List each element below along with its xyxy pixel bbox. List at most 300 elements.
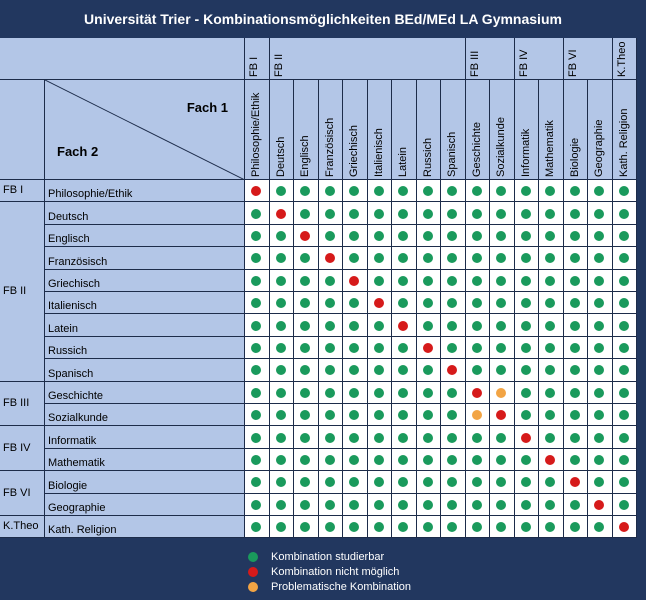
matrix-cell	[539, 382, 564, 404]
matrix-cell	[343, 202, 368, 224]
row-header	[45, 292, 245, 314]
matrix-cell	[613, 382, 638, 404]
combination-dot	[472, 388, 482, 398]
matrix-cell	[319, 292, 344, 314]
matrix-cell	[466, 180, 491, 202]
matrix-cell	[515, 180, 540, 202]
combination-dot	[300, 433, 310, 443]
combination-dot	[300, 321, 310, 331]
matrix-cell	[270, 292, 295, 314]
matrix-cell	[564, 314, 589, 336]
combination-dot	[251, 388, 261, 398]
column-header	[270, 80, 295, 180]
combination-dot	[472, 231, 482, 241]
matrix-cell	[245, 516, 270, 538]
combination-dot	[374, 321, 384, 331]
matrix-cell	[417, 337, 442, 359]
combination-dot	[521, 186, 531, 196]
matrix-cell	[319, 494, 344, 516]
combination-dot	[447, 365, 457, 375]
matrix-cell	[392, 180, 417, 202]
matrix-cell	[441, 359, 466, 381]
matrix-cell	[245, 382, 270, 404]
combination-dot	[325, 343, 335, 353]
matrix-cell	[441, 292, 466, 314]
matrix-cell	[270, 314, 295, 336]
combination-dot	[349, 321, 359, 331]
combination-dot	[521, 500, 531, 510]
combination-dot	[276, 500, 286, 510]
row-label: Kath. Religion	[48, 524, 117, 537]
combination-dot	[300, 365, 310, 375]
matrix-cell	[441, 426, 466, 448]
matrix-cell	[319, 247, 344, 269]
combination-dot	[276, 343, 286, 353]
combination-dot	[570, 455, 580, 465]
combination-dot	[496, 321, 506, 331]
matrix-cell	[564, 247, 589, 269]
column-header	[368, 80, 393, 180]
combination-dot	[398, 298, 408, 308]
combination-dot	[349, 455, 359, 465]
combination-dot	[349, 433, 359, 443]
row-group-header	[0, 180, 45, 202]
matrix-cell	[588, 270, 613, 292]
column-header	[466, 80, 491, 180]
combination-dot	[447, 477, 457, 487]
row-label: Sozialkunde	[48, 412, 108, 425]
matrix-cell	[588, 494, 613, 516]
matrix-cell	[294, 247, 319, 269]
legend-label: Kombination studierbar	[271, 551, 385, 563]
combination-dot	[325, 321, 335, 331]
matrix-cell	[564, 202, 589, 224]
combination-dot	[521, 410, 531, 420]
page-title: Universität Trier - Kombinationsmöglichkeiten BEd/MEd LA Gymnasium	[84, 11, 562, 27]
combination-dot	[423, 209, 433, 219]
matrix-cell	[613, 270, 638, 292]
combination-dot	[251, 522, 261, 532]
matrix-cell	[343, 247, 368, 269]
matrix-cell	[294, 404, 319, 426]
matrix-cell	[588, 337, 613, 359]
combination-dot	[545, 388, 555, 398]
matrix-cell	[441, 449, 466, 471]
matrix-cell	[417, 270, 442, 292]
combination-dot	[398, 186, 408, 196]
matrix-cell	[392, 270, 417, 292]
combination-dot	[521, 298, 531, 308]
combination-dot	[423, 343, 433, 353]
combination-dot	[496, 455, 506, 465]
matrix-cell	[490, 516, 515, 538]
matrix-cell	[319, 337, 344, 359]
matrix-cell	[539, 247, 564, 269]
row-label: Biologie	[48, 479, 88, 492]
combination-dot	[398, 388, 408, 398]
matrix-cell	[490, 247, 515, 269]
combination-dot	[300, 477, 310, 487]
combination-dot	[300, 231, 310, 241]
matrix-cell	[515, 225, 540, 247]
matrix-cell	[319, 426, 344, 448]
matrix-cell	[613, 471, 638, 493]
combination-dot	[472, 298, 482, 308]
column-label: Deutsch	[274, 136, 287, 177]
combination-dot	[349, 410, 359, 420]
combination-dot	[398, 500, 408, 510]
matrix-cell	[564, 404, 589, 426]
matrix-cell	[515, 270, 540, 292]
matrix-cell	[564, 359, 589, 381]
combination-dot	[472, 410, 482, 420]
matrix-cell	[245, 202, 270, 224]
combination-dot	[251, 231, 261, 241]
row-header	[45, 314, 245, 336]
combination-dot	[472, 186, 482, 196]
combination-dot	[374, 522, 384, 532]
matrix-cell	[490, 449, 515, 471]
combination-dot	[423, 410, 433, 420]
combination-dot	[496, 500, 506, 510]
row-label: Italienisch	[48, 300, 97, 313]
combination-dot	[521, 253, 531, 263]
matrix-cell	[417, 292, 442, 314]
matrix-cell	[613, 449, 638, 471]
matrix-cell	[564, 426, 589, 448]
matrix-cell	[392, 202, 417, 224]
combination-dot	[594, 253, 604, 263]
combination-dot	[472, 209, 482, 219]
matrix-cell	[368, 225, 393, 247]
combination-dot	[423, 276, 433, 286]
matrix-cell	[319, 449, 344, 471]
matrix-cell	[294, 516, 319, 538]
matrix-cell	[417, 471, 442, 493]
matrix-cell	[539, 404, 564, 426]
matrix-cell	[441, 202, 466, 224]
combination-dot	[374, 276, 384, 286]
fb-group-label: FB VI	[566, 49, 579, 77]
combination-dot	[374, 186, 384, 196]
column-label: Mathematik	[544, 120, 557, 177]
column-label: Englisch	[299, 135, 312, 177]
matrix-cell	[417, 202, 442, 224]
combination-dot	[374, 455, 384, 465]
matrix-cell	[490, 359, 515, 381]
combination-dot	[325, 477, 335, 487]
combination-dot	[619, 343, 629, 353]
matrix-cell	[466, 314, 491, 336]
matrix-cell	[245, 471, 270, 493]
combination-dot	[325, 186, 335, 196]
combination-dot	[300, 388, 310, 398]
combination-dot	[545, 365, 555, 375]
matrix-cell	[588, 292, 613, 314]
combination-dot	[619, 500, 629, 510]
matrix-cell	[294, 314, 319, 336]
combination-dot	[619, 209, 629, 219]
combination-dot	[374, 477, 384, 487]
matrix-cell	[245, 337, 270, 359]
combination-dot	[472, 343, 482, 353]
combination-dot	[545, 410, 555, 420]
fb-group-label: FB IV	[517, 49, 530, 77]
combination-dot	[496, 433, 506, 443]
matrix-cell	[417, 247, 442, 269]
combination-dot	[276, 253, 286, 263]
fb-group-label: FB I	[248, 56, 260, 77]
combination-dot	[251, 298, 261, 308]
combination-dot	[447, 253, 457, 263]
combination-dot	[423, 231, 433, 241]
legend-label: Kombination nicht möglich	[271, 566, 400, 578]
matrix-cell	[539, 292, 564, 314]
matrix-cell	[319, 225, 344, 247]
matrix-cell	[417, 516, 442, 538]
column-header	[245, 80, 270, 180]
combination-dot	[349, 365, 359, 375]
combination-dot	[521, 388, 531, 398]
matrix-cell	[392, 314, 417, 336]
matrix-cell	[564, 494, 589, 516]
row-group-label: FB III	[3, 396, 30, 409]
column-header	[588, 80, 613, 180]
combination-dot	[594, 209, 604, 219]
matrix-cell	[588, 471, 613, 493]
row-header	[45, 180, 245, 202]
combination-dot	[545, 321, 555, 331]
matrix-cell	[466, 359, 491, 381]
combination-dot	[374, 231, 384, 241]
matrix-cell	[588, 404, 613, 426]
combination-dot	[374, 253, 384, 263]
matrix-cell	[613, 494, 638, 516]
matrix-cell	[539, 426, 564, 448]
corner-left	[0, 80, 45, 180]
matrix-cell	[294, 202, 319, 224]
combination-dot	[398, 209, 408, 219]
row-label: Französisch	[48, 255, 108, 268]
matrix-cell	[466, 337, 491, 359]
matrix-cell	[613, 359, 638, 381]
matrix-cell	[368, 337, 393, 359]
matrix-cell	[441, 494, 466, 516]
matrix-cell	[417, 180, 442, 202]
legend-label: Problematische Kombination	[271, 581, 412, 593]
fb-group-header	[245, 38, 270, 80]
matrix-cell	[564, 292, 589, 314]
combination-dot	[251, 500, 261, 510]
row-label: Geographie	[48, 501, 106, 514]
combination-dot	[521, 209, 531, 219]
combination-dot	[423, 321, 433, 331]
combination-dot	[496, 365, 506, 375]
row-label: Latein	[48, 322, 78, 335]
fb-group-header	[613, 38, 638, 80]
row-group-label: K.Theo	[3, 520, 39, 533]
matrix-cell	[539, 270, 564, 292]
matrix-cell	[441, 471, 466, 493]
combination-dot	[447, 186, 457, 196]
matrix-cell	[319, 359, 344, 381]
matrix-cell	[515, 202, 540, 224]
matrix-cell	[490, 382, 515, 404]
matrix-cell	[613, 404, 638, 426]
matrix-cell	[392, 471, 417, 493]
matrix-cell	[270, 247, 295, 269]
combination-dot	[325, 253, 335, 263]
matrix-cell	[441, 314, 466, 336]
combination-dot	[300, 209, 310, 219]
matrix-cell	[588, 516, 613, 538]
combination-dot	[374, 343, 384, 353]
combination-dot	[447, 298, 457, 308]
row-group-label: FB IV	[3, 441, 31, 454]
row-label: Geschichte	[48, 389, 104, 402]
matrix-cell	[588, 314, 613, 336]
matrix-cell	[588, 449, 613, 471]
fb-group-label: FB III	[468, 50, 481, 77]
matrix-cell	[466, 270, 491, 292]
matrix-cell	[515, 494, 540, 516]
combination-dot	[619, 455, 629, 465]
combination-dot	[447, 500, 457, 510]
combination-dot	[472, 365, 482, 375]
combination-dot	[349, 500, 359, 510]
combination-dot	[545, 433, 555, 443]
matrix-cell	[539, 359, 564, 381]
combination-dot	[496, 186, 506, 196]
combination-dot	[570, 388, 580, 398]
matrix-cell	[441, 382, 466, 404]
matrix-cell	[588, 202, 613, 224]
matrix-cell	[368, 449, 393, 471]
matrix-cell	[539, 225, 564, 247]
row-label: Russich	[48, 345, 88, 358]
combination-dot	[570, 500, 580, 510]
matrix-cell	[294, 292, 319, 314]
combination-dot	[570, 522, 580, 532]
matrix-cell	[466, 426, 491, 448]
combination-dot	[521, 321, 531, 331]
matrix-cell	[441, 180, 466, 202]
combination-dot	[398, 455, 408, 465]
matrix-cell	[343, 337, 368, 359]
combination-dot	[472, 477, 482, 487]
combination-dot	[300, 343, 310, 353]
combination-dot	[570, 253, 580, 263]
row-group-label: FB VI	[3, 486, 31, 499]
matrix-cell	[417, 359, 442, 381]
matrix-cell	[515, 471, 540, 493]
matrix-cell	[588, 382, 613, 404]
combination-dot	[594, 298, 604, 308]
combination-dot	[496, 522, 506, 532]
matrix-cell	[539, 516, 564, 538]
combination-dot	[594, 343, 604, 353]
combination-dot	[521, 455, 531, 465]
matrix-cell	[368, 180, 393, 202]
combination-dot	[423, 365, 433, 375]
combination-dot	[398, 365, 408, 375]
matrix-cell	[270, 359, 295, 381]
combination-dot	[496, 209, 506, 219]
matrix-cell	[417, 225, 442, 247]
column-label: Sozialkunde	[495, 117, 508, 177]
matrix-cell	[245, 180, 270, 202]
matrix-cell	[392, 247, 417, 269]
combination-dot	[619, 410, 629, 420]
combination-dot	[594, 365, 604, 375]
matrix-cell	[588, 247, 613, 269]
combination-dot	[374, 209, 384, 219]
matrix-cell	[270, 471, 295, 493]
matrix-cell	[294, 180, 319, 202]
matrix-cell	[270, 180, 295, 202]
matrix-cell	[490, 404, 515, 426]
combination-dot	[276, 321, 286, 331]
column-header	[417, 80, 442, 180]
matrix-cell	[392, 449, 417, 471]
row-label: Spanisch	[48, 367, 94, 380]
matrix-cell	[343, 270, 368, 292]
combination-dot	[349, 231, 359, 241]
column-header	[392, 80, 417, 180]
column-header	[539, 80, 564, 180]
matrix-cell	[441, 225, 466, 247]
combination-dot	[349, 388, 359, 398]
matrix-cell	[539, 494, 564, 516]
combination-dot	[570, 410, 580, 420]
combination-dot	[349, 298, 359, 308]
matrix-cell	[294, 494, 319, 516]
matrix-cell	[294, 382, 319, 404]
combination-dot	[594, 186, 604, 196]
matrix-cell	[319, 516, 344, 538]
matrix-cell	[417, 426, 442, 448]
fb-group-label: FB II	[272, 53, 285, 77]
combination-dot	[349, 209, 359, 219]
combination-dot	[521, 276, 531, 286]
matrix-cell	[490, 494, 515, 516]
combination-dot	[325, 231, 335, 241]
matrix-cell	[466, 471, 491, 493]
matrix-cell	[270, 225, 295, 247]
matrix-cell	[490, 180, 515, 202]
combination-dot	[325, 455, 335, 465]
matrix-cell	[490, 225, 515, 247]
combination-dot	[496, 231, 506, 241]
combination-dot	[570, 231, 580, 241]
matrix-cell	[245, 247, 270, 269]
matrix-cell	[515, 292, 540, 314]
matrix-cell	[294, 449, 319, 471]
matrix-cell	[613, 292, 638, 314]
matrix-cell	[417, 449, 442, 471]
combination-dot	[472, 433, 482, 443]
matrix-cell	[392, 516, 417, 538]
combination-dot	[594, 231, 604, 241]
combination-dot	[349, 522, 359, 532]
corner-diagonal	[45, 80, 245, 180]
combination-dot	[276, 186, 286, 196]
combination-dot	[570, 209, 580, 219]
combination-dot	[619, 522, 629, 532]
combination-dot	[619, 231, 629, 241]
combination-dot	[300, 500, 310, 510]
combination-dot	[423, 253, 433, 263]
